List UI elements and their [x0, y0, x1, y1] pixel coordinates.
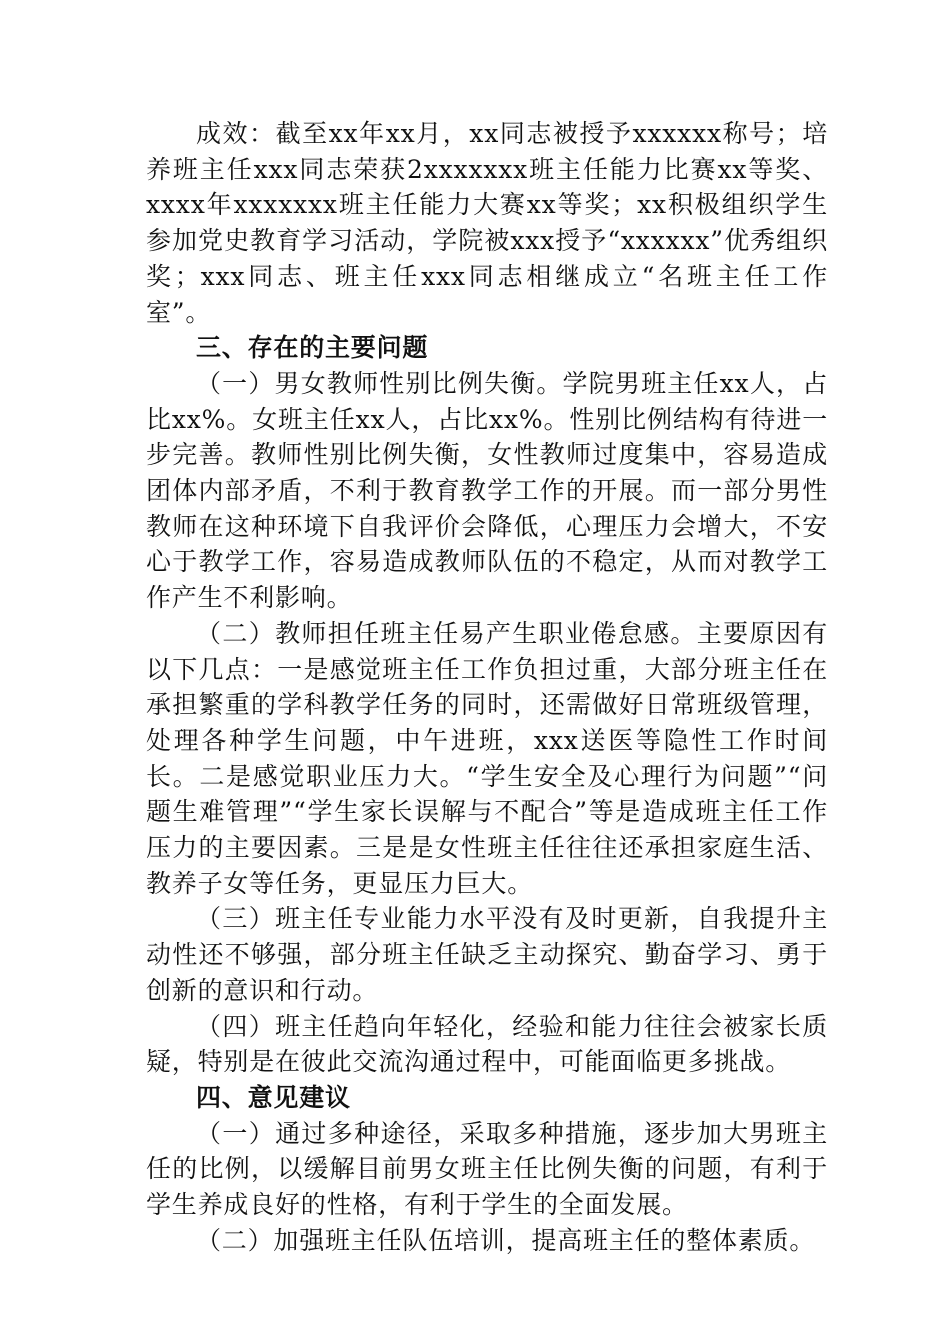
paragraph-problem-4: （四）班主任趋向年轻化，经验和能力往往会被家长质疑，特别是在彼此交流沟通过程中，可能面临更多挑战。 — [146, 1011, 828, 1077]
section-heading-suggestions: 四、意见建议 — [196, 1082, 351, 1112]
paragraph-problem-3: （三）班主任专业能力水平没有及时更新，自我提升主动性还不够强，部分班主任缺乏主动探究、勤奋学习、勇于创新的意识和行动。 — [146, 904, 828, 1005]
paragraph-problem-1: （一）男女教师性别比例失衡。学院男班主任xx人，占比xx%。女班主任xx人，占比xx%。性别比例结构有待进一步完善。教师性别比例失衡，女性教师过度集中，容易造成团体内部矛盾，不利于教育教学工作的开展。而一部分男性教师在这种环境下自我评价会降低，心理压力会增大，不安心于教学工作，容易造成教师队伍的不稳定，从而对教学工作产生不利影响。 — [146, 368, 828, 613]
document-page — [146, 116, 828, 1259]
paragraph-problem-2: （二）教师担任班主任易产生职业倦怠感。主要原因有以下几点：一是感觉班主任工作负担过重，大部分班主任在承担繁重的学科教学任务的同时，还需做好日常班级管理，处理各种学生问题，中午进班，xxx送医等隐性工作时间长。二是感觉职业压力大。“学生安全及心理行为问题”“问题生难管理”“学生家长误解与不配合”等是造成班主任工作压力的主要因素。三是是女性班主任往往还承担家庭生活、教养子女等任务，更显压力巨大。 — [146, 618, 828, 898]
paragraph-achievements: 成效：截至xx年xx月，xx同志被授予xxxxxx称号；培养班主任xxx同志荣获2xxxxxxx班主任能力比赛xx等奖、xxxx年xxxxxxx班主任能力大赛xx等奖；xx积极组织学生参加党史教育学习活动，学院被xxx授予“xxxxxx”优秀组织奖；xxx同志、班主任xxx同志相继成立“名班主任工作室”。 — [146, 119, 828, 327]
section-heading-main-problems: 三、存在的主要问题 — [196, 333, 429, 363]
paragraph-suggestion-1: （一）通过多种途径，采取多种措施，逐步加大男班主任的比例，以缓解目前男女班主任比例失衡的问题，有利于学生养成良好的性格，有利于学生的全面发展。 — [146, 1118, 828, 1220]
paragraph-suggestion-2: （二）加强班主任队伍培训，提高班主任的整体素质。 — [196, 1225, 816, 1255]
